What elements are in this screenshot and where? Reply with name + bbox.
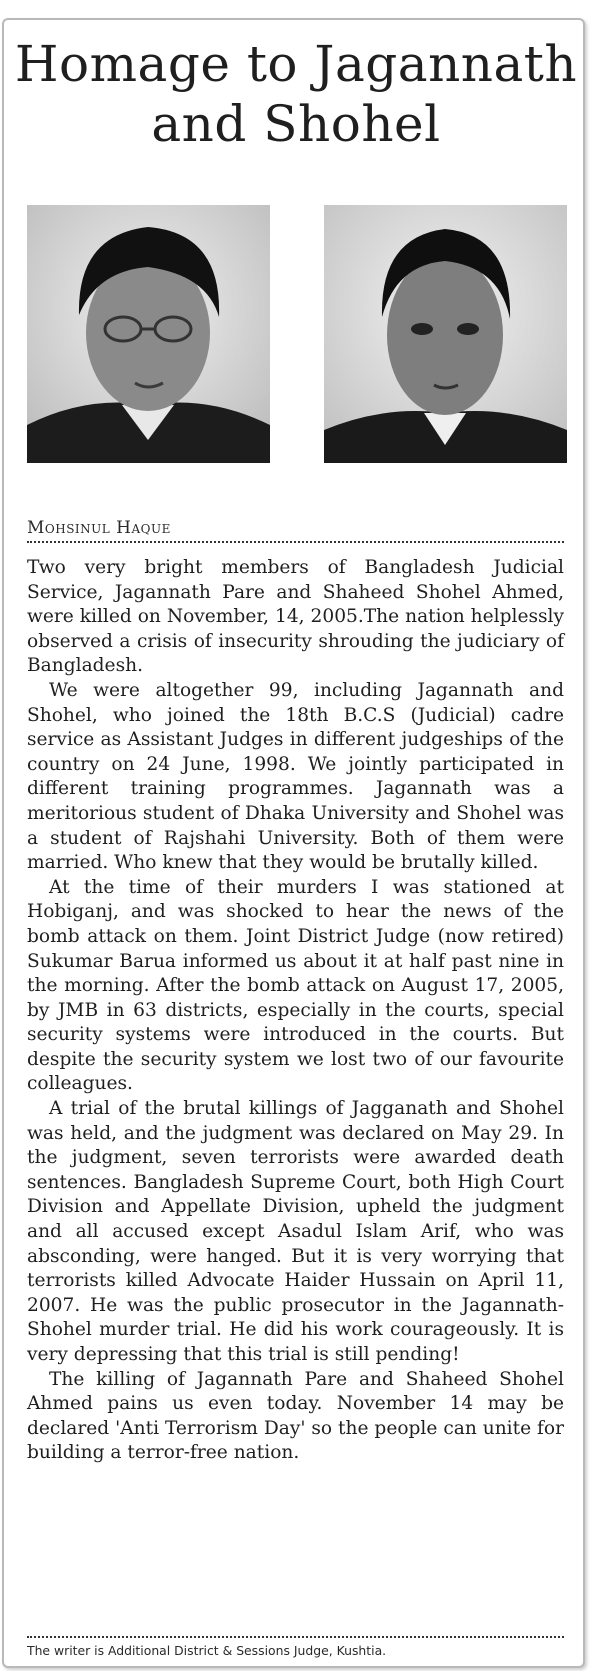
paragraph: A trial of the brutal killings of Jagganath and Shohel was held, and the judgment was declared on May 29. In the judgment, seven terrorists were awarded death sentences. Bangladesh Supreme Court, both High Court Division and Appellate Division, upheld the judgment and all accused except Asadul Islam Arif, who was absconding, were hanged. But it is very worrying that terrorists killed Advocate Haider Hussain on April 11, 2007. He was the public prosecutor in the Jagannath-Shohel murder trial. He did his work courageously. It is very depressing that this trial is still pending! [27, 1098, 564, 1365]
article-body [27, 556, 564, 1466]
paragraph: The killing of Jagannath Pare and Shaheed Shohel Ahmed pains us even today. November 14 may be declared 'Anti Terrorism Day' so the people can unite for building a terror-free nation. [27, 1368, 564, 1464]
paragraph: At the time of their murders I was stationed at Hobiganj, and was shocked to hear the news of the bomb attack on them. Joint District Judge (now retired) Sukumar Barua informed us about it at half past nine in the morning. After the bomb attack on August 17, 2005, by JMB in 63 districts, especially in the courts, special security systems were introduced in the courts. But despite the security system we lost two of our favourite colleagues. [27, 876, 564, 1095]
divider-bottom [27, 1636, 564, 1638]
author-note: The writer is Additional District & Sessions Judge, Kushtia. [27, 1643, 387, 1658]
paragraph: We were altogether 99, including Jagannath and Shohel, who joined the 18th B.C.S (Judicial) cadre service as Assistant Judges in different judgeships of the country on 24 June, 1998. We jointly participated in different training programmes. Jagannath was a meritorious student of Dhaka University and Shohel was a student of Rajshahi University. Both of them were married. Who knew that they would be brutally killed. [27, 679, 564, 874]
author-byline: Mohsinul Haque [27, 518, 171, 538]
divider-top [27, 541, 564, 543]
paragraph: Two very bright members of Bangladesh Judicial Service, Jagannath Pare and Shaheed Shohel Ahmed, were killed on November, 14, 2005.The nation helplessly observed a crisis of insecurity shrouding the judiciary of Bangladesh. [27, 557, 564, 677]
portrait-photo-right [324, 205, 567, 463]
portrait-photo-left [27, 205, 270, 463]
article-title: Homage to Jagannath and Shohel [14, 35, 578, 153]
